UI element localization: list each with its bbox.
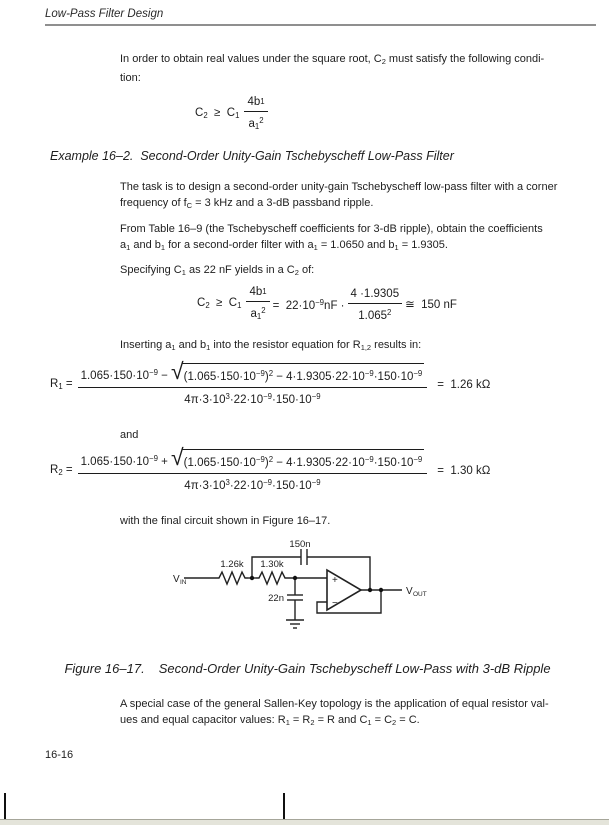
svg-text:IN: IN: [180, 579, 187, 586]
figure-caption-title: Second-Order Unity-Gain Tschebyscheff Low-Pass with 3-dB Ripple: [158, 661, 551, 676]
equation-c2-value: [197, 284, 457, 325]
node-dot: [293, 576, 297, 580]
paragraph-line: A special case of the general Sallen-Key topology is the application of equal resistor val-: [120, 698, 549, 710]
fraction-denominator: $a1^2$: [250, 306, 266, 322]
numerator-prefix: $1.065\cdot 150\cdot 10^{-9}$ +: [80, 454, 172, 468]
resistor-r2-label: 1.30k: [260, 559, 284, 570]
fraction-numerator: 4b 1: [246, 284, 269, 302]
fraction: [244, 94, 267, 135]
equation-result: ≅ 150 nF: [405, 298, 457, 311]
ground-icon: [286, 620, 304, 628]
paragraph-specify-c1: [120, 262, 602, 281]
figure-caption-number: Figure 16–17.: [64, 661, 145, 676]
opamp-plus-label: +: [332, 575, 338, 586]
figure-circuit: [150, 535, 460, 637]
page-number: 16-16: [45, 749, 74, 761]
paragraph-line: with the final circuit shown in Figure 16–17.: [120, 515, 331, 527]
page-bottom-band: [0, 819, 609, 825]
paragraph-inserting: [120, 337, 602, 356]
paragraph-coefficients: [120, 221, 602, 256]
vin-label: [173, 574, 187, 586]
opamp-minus-label: −: [332, 598, 338, 609]
node-dot: [368, 588, 372, 592]
resistor-r2-icon: [256, 572, 288, 584]
fraction: [246, 284, 269, 325]
example-heading: Example 16–2. Second-Order Unity-Gain Tschebyscheff Low-Pass Filter: [50, 149, 454, 163]
header-title: Low-Pass Filter Design: [45, 8, 164, 20]
paragraph-line: The task is to design a second-order unity-gain Tschebyscheff low-pass filter with a corner: [120, 181, 558, 193]
capacitor-c2-label: 150n: [289, 539, 311, 550]
paragraph-line: ues and equal capacitor values: R1 = R2 = R and C1 = C2 = C.: [120, 714, 420, 728]
fraction-numerator: [78, 358, 428, 388]
and-connector: [120, 427, 602, 443]
fraction-numerator: [78, 444, 428, 474]
fraction-denominator: $a1^2$: [248, 116, 264, 132]
equation-r2: [50, 444, 491, 494]
fraction-numerator: 4 ·1.9305: [348, 286, 403, 304]
equation-middle: = $22\cdot 10^{-9}nF$ ·: [272, 298, 345, 312]
paragraph-line: frequency of fC = 3 kHz and a 3-dB passband ripple.: [120, 197, 374, 211]
header-rule: [45, 24, 596, 26]
paragraph-line: From Table 16–9 (the Tschebyscheff coefficients for 3-dB ripple), obtain the coefficients: [120, 223, 543, 235]
paragraph-line: In order to obtain real values under the square root, C2 must satisfy the following condi-: [120, 53, 545, 67]
resistor-r1-icon: [216, 572, 248, 584]
equation-lhs: C2 ≥ C1: [195, 106, 240, 121]
capacitor-c1-label: 22n: [268, 593, 284, 604]
fraction: [78, 444, 428, 494]
node-dot: [250, 576, 254, 580]
radical-icon: √: [171, 358, 184, 384]
fraction: [78, 358, 428, 408]
equation-r1: [50, 358, 491, 408]
svg-text:V: V: [173, 574, 180, 585]
fraction: [348, 286, 403, 324]
paragraph-line: a1 and b1 for a second-order filter with a1 = 1.0650 and b1 = 1.9305.: [120, 239, 448, 253]
paragraph-line: Specifying C1 as 22 nF yields in a C2 of:: [120, 264, 315, 278]
equation-lhs: R1 =: [50, 377, 73, 392]
fraction-denominator: 1.065$^2$: [358, 307, 392, 322]
equation-result: = 1.30 kΩ: [437, 465, 491, 478]
square-root: [171, 444, 424, 472]
paragraph-line: Inserting a1 and b1 into the resistor equation for R1,2 results in:: [120, 339, 422, 353]
svg-text:V: V: [406, 586, 413, 597]
square-root: [171, 358, 424, 386]
paragraph-line: tion:: [120, 72, 141, 85]
node-dot: [379, 588, 383, 592]
equation-c2-condition: [195, 94, 271, 135]
paragraph-condition: [120, 51, 602, 86]
fraction-denominator: $4\pi\cdot 3\cdot 10^3\cdot 22\cdot 10^{-9}\cdot 150\cdot 10^{-9}$: [184, 392, 321, 406]
equation-lhs: C2 ≥ C1: [197, 296, 242, 311]
fraction-denominator: $4\pi\cdot 3\cdot 10^3\cdot 22\cdot 10^{-9}\cdot 150\cdot 10^{-9}$: [184, 478, 321, 492]
vout-label: [406, 586, 427, 598]
radicand: $(1.065\cdot 150\cdot 10^{-9})^2 - 4\cdot 1.9305\cdot 22\cdot 10^{-9}\cdot 150\cdot 10^{-9}$: [182, 363, 425, 385]
radical-icon: √: [171, 444, 184, 470]
paragraph-task: [120, 179, 602, 214]
equation-result: = 1.26 kΩ: [437, 379, 491, 392]
paragraph-line: and: [120, 429, 139, 441]
paragraph-final-circuit: [120, 513, 602, 529]
paragraph-special-case: [120, 696, 602, 731]
numerator-prefix: $1.065\cdot 150\cdot 10^{-9}$ −: [80, 368, 172, 382]
fraction-numerator: 4b 1: [244, 94, 267, 112]
figure-caption: [50, 645, 551, 693]
equation-lhs: R2 =: [50, 463, 73, 478]
resistor-r1-label: 1.26k: [220, 559, 244, 570]
svg-text:OUT: OUT: [413, 591, 427, 598]
radicand: $(1.065\cdot 150\cdot 10^{-9})^2 - 4\cdot 1.9305\cdot 22\cdot 10^{-9}\cdot 150\cdot 10^{-9}$: [182, 449, 425, 471]
